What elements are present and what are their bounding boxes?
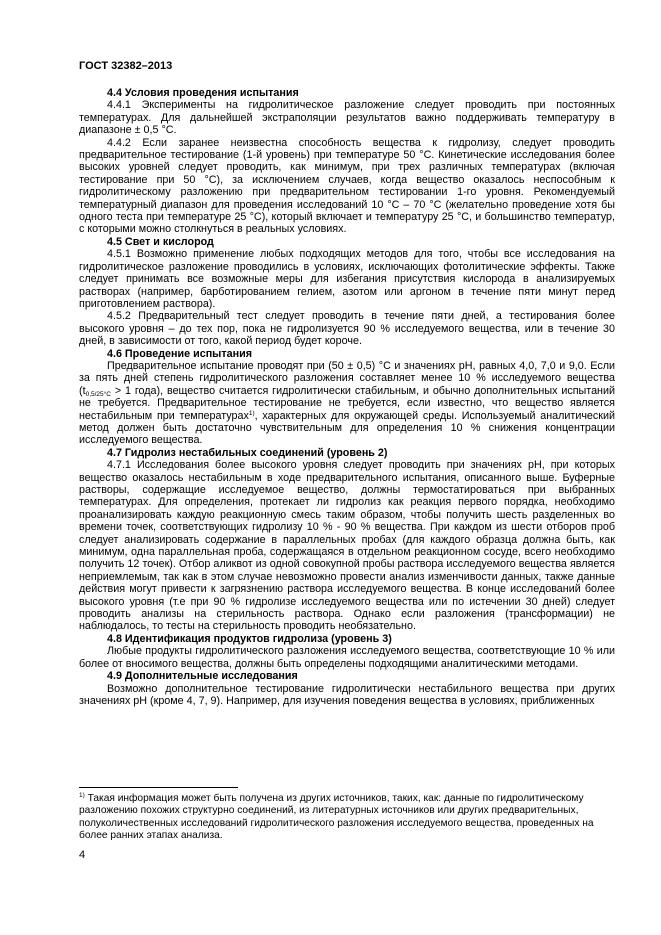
section-4-7-title: 4.7 Гидролиз нестабильных соединений (уровень 2): [107, 446, 388, 459]
footnote-reference: 1): [248, 409, 255, 417]
paragraph-4-4-2: 4.4.2 Если заранее неизвестна способность вещества к гидролизу, следует проводить предварительное тестирование (1-й уровень) при температуре 50 °С. Кинетические исследования более высоких уровней следует проводить, как минимум, при трех различных температурах (включая тестирование при 50 °С), за исключением случаев, когда вещество оказалось неспособным к гидролитическому разложению при предварительном тестировании 1-го уровня. Рекомендуемый температурный диапазон для проведения исследований 10 °С – 70 °С (желательно проведение хотя бы одного теста при температуре 25 °С), который включает и температуру 25 °С, и большинство температур, с которыми можно столкнуться в реальных условиях.: [79, 136, 615, 236]
paragraph-4-8: Любые продукты гидролитического разложения исследуемого вещества, соответствующие 10 % или более от вносимого вещества, должны быть определены подходящими аналитическими методами.: [79, 645, 615, 670]
section-4-6-title: 4.6 Проведение испытания: [107, 347, 252, 360]
paragraph-4-6-text-b: > 1 года), вещество считается гидролитически стабильным, и обычно дополнительных испытаний не требуется. Предварительное тестирование не требуется, если известно, что вещество является нестабильным при температурах: [79, 384, 615, 422]
document-header: ГОСТ 32382–2013: [79, 60, 173, 72]
paragraph-4-5-1: 4.5.1 Возможно применение любых подходящих методов для того, чтобы все исследования на гидролитическое разложение проводились в условиях, исключающих фотолитические эффекты. Также следует принимать все возможные меры для избегания присутствия кислорода в анализируемых растворах (например, барботированием гелием, азотом или аргоном в течение пяти минут перед приготовлением раствора).: [79, 248, 615, 310]
footnote: [79, 793, 615, 843]
section-4-5-title: 4.5 Свет и кислород: [107, 235, 214, 248]
paragraph-4-4-1: 4.4.1 Эксперименты на гидролитическое разложение следует проводить при постоянных температурах. Для дальнейшей экстраполяции результатов важно поддерживать температуру в диапазоне ± 0,5 °С.: [79, 99, 615, 137]
paragraph-4-6-text-a: Предварительное испытание проводят при (50 ± 0,5) °С и значениях pH, равных 4,0, 7,0 и 9,0. Если за пять дней степень гидролитического разложения составляет менее 10 % исследуемого вещества (t: [79, 359, 615, 397]
half-life-subscript: 0,5/25°С: [85, 390, 111, 398]
section-4-8-title: 4.8 Идентификация продуктов гидролиза (уровень 3): [107, 632, 392, 645]
paragraph-4-5-2: 4.5.2 Предварительный тест следует проводить в течение пяти дней, а тестирования более высокого уровня – до тех пор, пока не гидролизуется 90 % исследуемого вещества, или в течение 30 дней, в зависимости от того, какой период будет короче.: [79, 310, 615, 348]
section-4-9-title: 4.9 Дополнительные исследования: [107, 670, 298, 683]
document-body: [79, 87, 615, 707]
footnote-mark: 1): [79, 792, 85, 799]
footnote-separator: [79, 787, 238, 788]
paragraph-4-6: [79, 360, 615, 447]
section-4-4-title: 4.4 Условия проведения испытания: [107, 87, 299, 99]
paragraph-4-9: Возможно дополнительное тестирование гидролитически нестабильного вещества при других значениях pH (кроме 4, 7, 9). Например, для изучения поведения вещества в условиях, приближенных: [79, 682, 615, 707]
paragraph-4-6-text-c: , характерных для окружающей среды. Используемый аналитический метод должен быть достаточно чувствительным для определения 10 % снижения концентрации исследуемого вещества.: [79, 409, 615, 447]
page-number: 4: [79, 849, 86, 861]
paragraph-4-7-1: 4.7.1 Исследования более высокого уровня следует проводить при значениях pH, при которых вещество оказалось нестабильным в ходе предварительного испытания, описанного выше. Буферные растворы, содержащие исследуемое вещество, должны термостатироваться при выбранных температурах. Для определения, протекает ли гидролиз как реакция первого порядка, необходимо проанализировать каждую реакционную смесь таким образом, чтобы получить шесть разделенных во времени точек, соответствующих гидролизу 10 % - 90 % вещества. При каждом из шести отборов проб следует анализировать содержание в параллельных пробах (для каждого образца должна быть, как минимум, одна параллельная проба, содержащаяся в отдельном реакционном сосуде, всего необходимо получить 12 точек). Отбор аликвот из одной совокупной пробы раствора исследуемого вещества является неприемлемым, так как в этом случае невозможно провести анализ изменчивости данных, также данные действия могут привести к загрязнению раствора исследуемого вещества. В конце исследований более высокого уровня (т.е при 90 % гидролизе исследуемого вещества или по истечении 30 дней) следует проводить анализы на стерильность раствора. Однако если разложения (трансформации) не наблюдалось, то тесты на стерильность проводить необязательно.: [79, 459, 615, 633]
footnote-text: Такая информация может быть получена из других источников, таких, как: данные по гидролитическому разложению похожих структурно соединений, из литературных источников или других предварительных, полуколичественных исследований гидролитического разложения исследуемого вещества, проведенных на более ранних этапах анализа.: [79, 793, 594, 842]
